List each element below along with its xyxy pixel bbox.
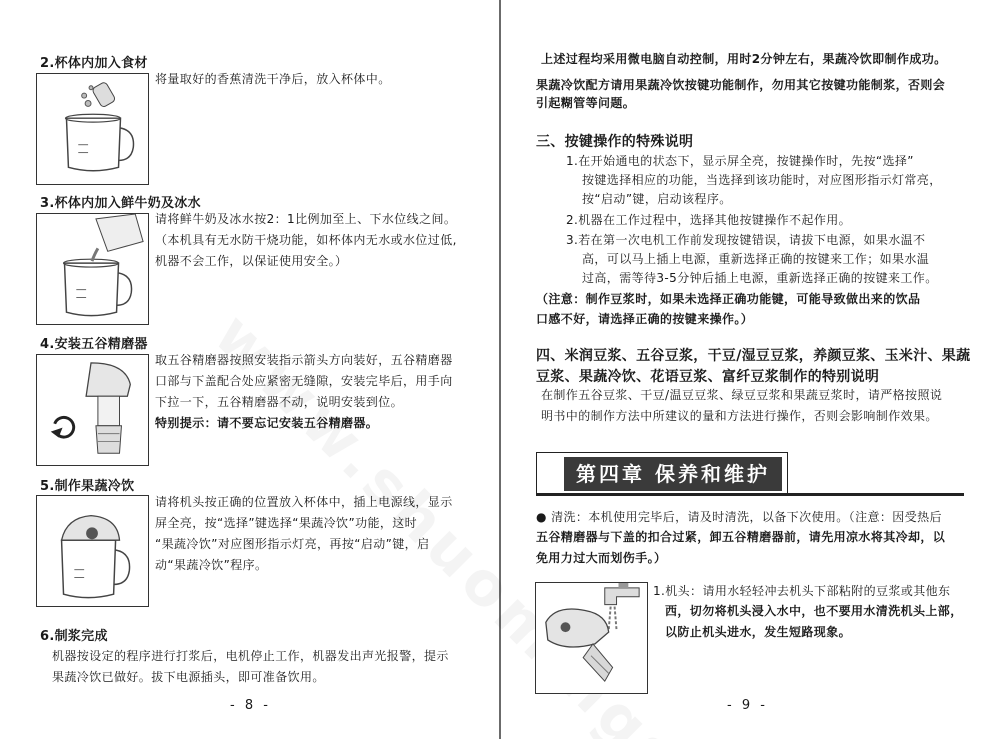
step3-text-line2: （本机具有无水防干烧功能，如杯体内无水或水位过低, — [155, 233, 457, 247]
step6-text-line2: 果蔬冷饮已做好。拔下电源插头，即可准备饮用。 — [52, 670, 325, 684]
section4-heading-line1: 四、米润豆浆、五谷豆浆，干豆/湿豆豆浆，养颜豆浆、玉米汁、果蔬 — [536, 348, 971, 364]
place-head-illustration — [36, 495, 149, 607]
step5-text-line2: 屏全亮，按“选择”键选择“果蔬冷饮”功能，这时 — [155, 516, 418, 530]
step4-text-line2: 口部与下盖配合处应紧密无缝隙，安装完毕后，用手向 — [155, 374, 453, 388]
step6-text-line1: 机器按设定的程序进行打浆后，电机停止工作，机器发出声光报警，提示 — [52, 649, 449, 663]
section3-item1-line2: 按键选择相应的功能，当选择到该功能时，对应图形指示灯常亮， — [582, 173, 942, 187]
section3-item1-line3: 按“启动”键，启动该程序。 — [582, 192, 732, 206]
step5-text-line3: “果蔬冷饮”对应图形指示灯亮，再按“启动”键，启 — [155, 537, 430, 551]
section3-item2-line1: 2.机器在工作过程中，选择其他按键操作不起作用。 — [566, 213, 852, 227]
step5-text-line1: 请将机头按正确的位置放入杯体中，插上电源线，显示 — [155, 495, 453, 509]
step6-title: 6.制浆完成 — [40, 629, 108, 644]
section4-text-line1: 在制作五谷豆浆、干豆/温豆豆浆、绿豆豆浆和果蔬豆浆时，请严格按照说 — [541, 388, 943, 402]
left-page-number: - 8 - — [230, 698, 271, 713]
step4-title: 4.安装五谷精磨器 — [40, 337, 148, 352]
step4-special-note: 特别提示：请不要忘记安装五谷精磨器。 — [155, 416, 379, 430]
pour-milk-illustration — [36, 213, 149, 325]
cleaning-line1: ● 清洗：本机使用完毕后，请及时清洗，以备下次使用。（注意：因受热后 — [536, 510, 942, 524]
step5-title: 5.制作果蔬冷饮 — [40, 479, 135, 494]
install-grinder-illustration — [36, 354, 149, 466]
chapter-title: 第四章 保养和维护 — [564, 457, 782, 491]
step3-title: 3.杯体内加入鲜牛奶及冰水 — [40, 196, 201, 211]
intro-line1: 上述过程均采用微电脑自动控制，用时2分钟左右，果蔬冷饮即制作成功。 — [541, 52, 947, 66]
section4-text-line2: 明书中的制作方法中所建议的量和方法进行操作，否则会影响制作效果。 — [541, 409, 938, 423]
rinse-head-illustration — [535, 582, 648, 694]
section3-item3-line3: 过高，需等待3-5分钟后插上电源，重新选择正确的按键来工作。 — [582, 271, 938, 285]
section4-heading-line2: 豆浆、果蔬冷饮、花语豆浆、富纤豆浆制作的特别说明 — [536, 369, 880, 385]
section3-note-line2: 口感不好，请选择正确的按键来操作。） — [536, 312, 754, 326]
machine-head-line3: 以防止机头进水，发生短路现象。 — [665, 625, 852, 639]
step2-title: 2.杯体内加入食材 — [40, 56, 148, 71]
add-banana-illustration — [36, 73, 149, 185]
cleaning-line3: 免用力过大而划伤手。） — [536, 551, 667, 565]
step2-text-line1: 将量取好的香蕉清洗干净后，放入杯体中。 — [155, 72, 391, 86]
step3-text-line1: 请将鲜牛奶及冰水按2：1比例加至上、下水位线之间。 — [155, 212, 457, 226]
intro-line3: 引起糊管等问题。 — [536, 96, 636, 110]
section3-note-line1: （注意：制作豆浆时，如果未选择正确功能键，可能导致做出来的饮品 — [536, 292, 921, 306]
machine-head-line1: 1.机头：请用水轻轻冲去机头下部粘附的豆浆或其他东 — [653, 584, 951, 598]
section3-item1-line1: 1.在开始通电的状态下，显示屏全亮，按键操作时，先按“选择” — [566, 154, 914, 168]
step4-text-line1: 取五谷精磨器按照安装指示箭头方向装好，五谷精磨器 — [155, 353, 453, 367]
intro-line2: 果蔬冷饮配方请用果蔬冷饮按键功能制作，勿用其它按键功能制浆，否则会 — [536, 78, 946, 92]
chapter-rule — [536, 493, 964, 496]
right-page-number: - 9 - — [727, 698, 768, 713]
step4-text-line3: 下拉一下，五谷精磨器不动，说明安装到位。 — [155, 395, 404, 409]
cleaning-line2: 五谷精磨器与下盖的扣合过紧，卸五谷精磨器前，请先用凉水将其冷却，以 — [536, 530, 946, 544]
section3-item3-line2: 高，可以马上插上电源，重新选择正确的按键来工作；如果水温 — [582, 252, 930, 266]
machine-head-line2: 西，切勿将机头浸入水中，也不要用水清洗机头上部， — [665, 604, 963, 618]
step3-text-line3: 机器不会工作，以保证使用安全。） — [155, 254, 348, 268]
step5-text-line4: 动“果蔬冷饮”程序。 — [155, 558, 268, 572]
section3-heading: 三、按键操作的特殊说明 — [536, 134, 694, 150]
section3-item3-line1: 3.若在第一次电机工作前发现按键错误，请拔下电源，如果水温不 — [566, 233, 926, 247]
